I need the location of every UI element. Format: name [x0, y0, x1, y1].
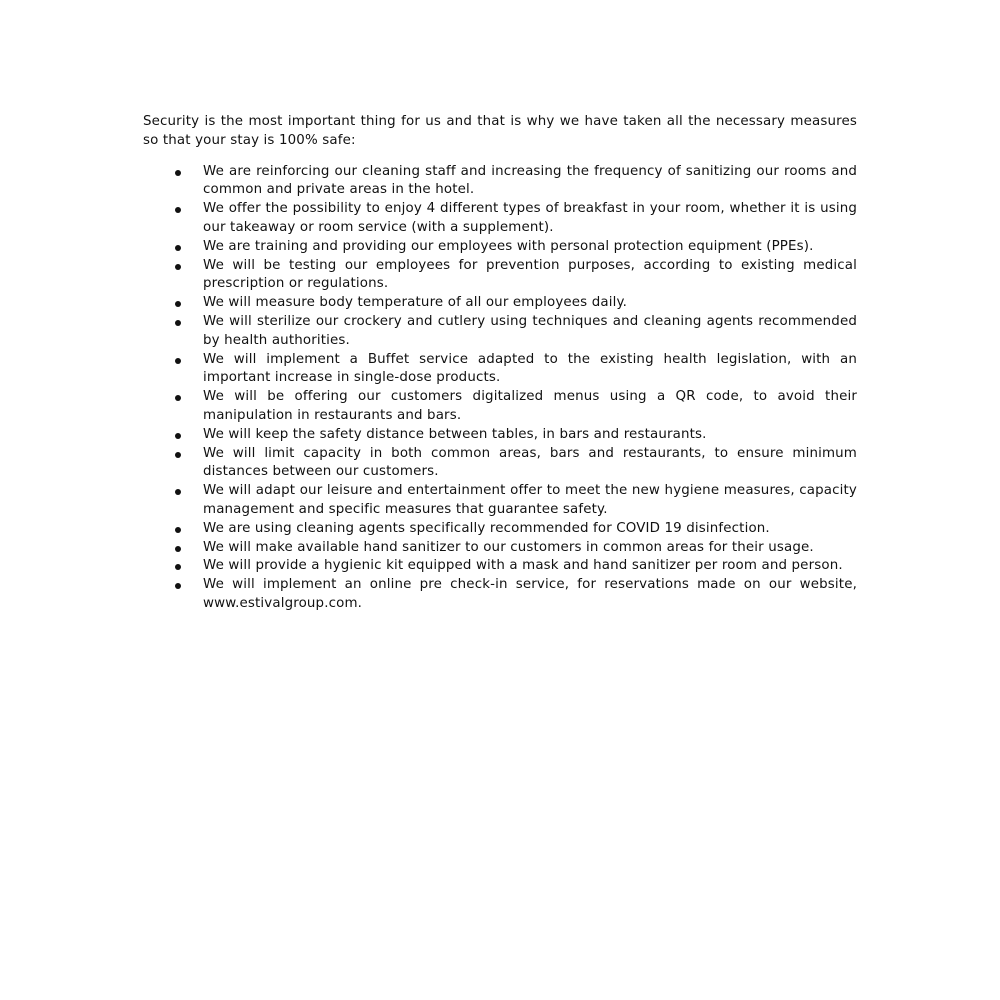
bullet-icon — [175, 546, 181, 552]
list-item — [143, 539, 857, 558]
document-page — [143, 113, 857, 614]
list-item-text: We are using cleaning agents specifically recommended for COVID 19 disinfection. — [203, 520, 770, 536]
bullet-icon — [175, 489, 181, 495]
bullet-icon — [175, 433, 181, 439]
list-item-text: We will implement a Buffet service adapted to the existing health legislation, with an important increase in single-dose products. — [203, 351, 857, 386]
bullet-icon — [175, 583, 181, 589]
list-item — [143, 576, 857, 614]
bullet-icon — [175, 527, 181, 533]
list-item-text: We offer the possibility to enjoy 4 different types of breakfast in your room, whether it is using our takeaway or room service (with a supplement). — [203, 201, 857, 235]
list-item-text: We will keep the safety distance between tables, in bars and restaurants. — [203, 426, 707, 442]
bullet-icon — [175, 264, 181, 270]
bullet-icon — [175, 320, 181, 326]
bullet-icon — [175, 564, 181, 570]
list-item — [143, 482, 857, 520]
intro-paragraph: Security is the most important thing for us and that is why we have taken all the necessary measures so that your stay is 100% safe: — [143, 114, 857, 148]
list-item — [143, 238, 857, 257]
bullet-icon — [175, 395, 181, 401]
list-item — [143, 200, 857, 238]
bullet-icon — [175, 207, 181, 213]
bullet-icon — [175, 358, 181, 364]
list-item — [143, 426, 857, 445]
list-item-text: We will be testing our employees for prevention purposes, according to existing medical prescription or regulations. — [203, 257, 857, 292]
list-item — [143, 520, 857, 539]
list-item-text: We are training and providing our employees with personal protection equipment (PPEs). — [203, 238, 814, 254]
list-item-text: We will adapt our leisure and entertainment offer to meet the new hygiene measures, capacity management and specific measures that guarantee safety. — [203, 483, 857, 517]
list-item — [143, 445, 857, 483]
list-item — [143, 294, 857, 313]
list-item — [143, 313, 857, 351]
bullet-icon — [175, 452, 181, 458]
bullet-icon — [175, 301, 181, 307]
list-item — [143, 351, 857, 389]
list-item-text: We will sterilize our crockery and cutlery using techniques and cleaning agents recommended by health authorities. — [203, 313, 857, 348]
list-item-text: We will provide a hygienic kit equipped with a mask and hand sanitizer per room and person. — [203, 558, 843, 574]
list-item — [143, 163, 857, 201]
list-item — [143, 557, 857, 576]
list-item — [143, 257, 857, 295]
list-item-text: We are reinforcing our cleaning staff and increasing the frequency of sanitizing our rooms and common and private areas in the hotel. — [203, 163, 857, 198]
bullet-icon — [175, 170, 181, 176]
list-item-text: We will be offering our customers digitalized menus using a QR code, to avoid their manipulation in restaurants and bars. — [203, 389, 857, 423]
list-item-text: We will limit capacity in both common areas, bars and restaurants, to ensure minimum distances between our customers. — [203, 445, 857, 480]
safety-measures-list — [143, 163, 857, 614]
list-item — [143, 388, 857, 426]
list-item-text: We will measure body temperature of all our employees daily. — [203, 295, 628, 311]
list-item-text: We will make available hand sanitizer to our customers in common areas for their usage. — [203, 539, 814, 555]
bullet-icon — [175, 245, 181, 251]
list-item-text: We will implement an online pre check-in service, for reservations made on our website, www.estivalgroup.com. — [203, 577, 857, 611]
